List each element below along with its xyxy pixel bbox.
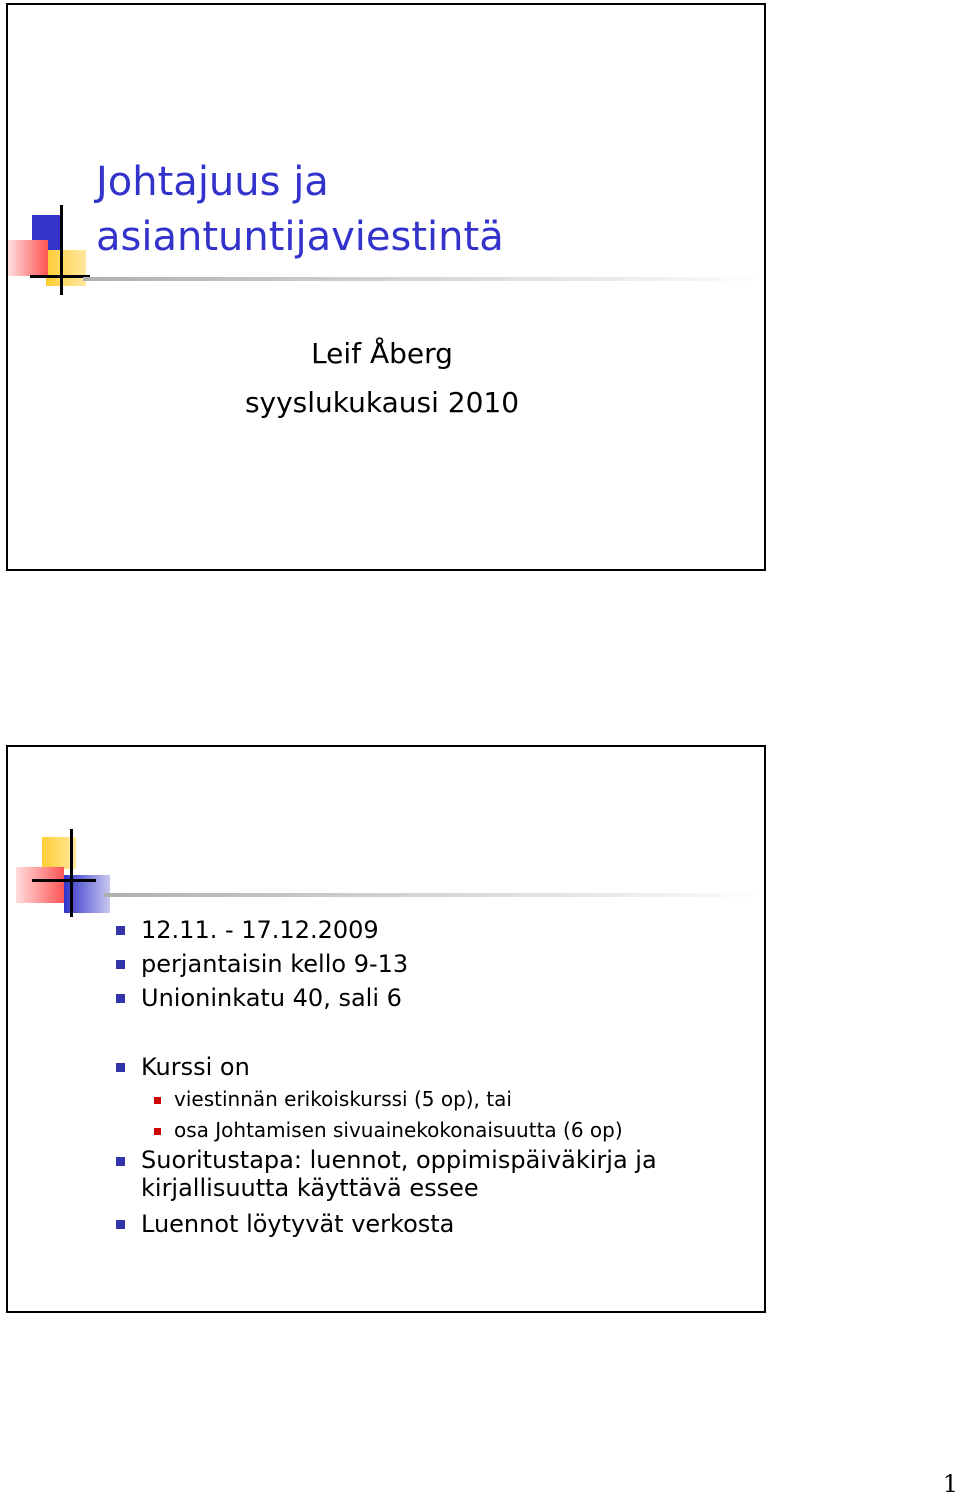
title-rule [83,277,763,281]
square-bullet-icon [116,1157,125,1166]
slide-title-text [96,155,504,265]
square-bullet-icon [116,1220,125,1229]
title-rule [104,893,764,897]
red-square-bullet-icon [154,1128,161,1135]
page-number: 1 [942,1470,958,1498]
square-bullet-icon [116,1063,125,1072]
red-square-bullet-icon [154,1097,161,1104]
term: syyslukukausi 2010 [244,386,520,419]
title-line-2: asiantuntijaviestintä [96,214,504,260]
decoration-squares [16,827,116,922]
square-bullet-icon [116,960,125,969]
author: Leif Åberg [311,337,453,370]
title-line-1: Johtajuus ja [96,159,329,205]
slide-course-info: 12.11. - 17.12.2009 perjantaisin kello 9-13 Unioninkatu 40, sali 6 Kurssi on viestinnän erikoiskurssi (5 op), tai osa Johtamisen sivuainekokonaisuutta (6 op) Suoritustapa: luennot, oppimispäiväkirja ja kirjallisuutta käyttävä essee Luennot löytyvät verkosta [6,745,766,1313]
decoration-squares [8,200,98,300]
slide-title [6,3,766,571]
square-bullet-icon [116,926,125,935]
square-bullet-icon [116,994,125,1003]
